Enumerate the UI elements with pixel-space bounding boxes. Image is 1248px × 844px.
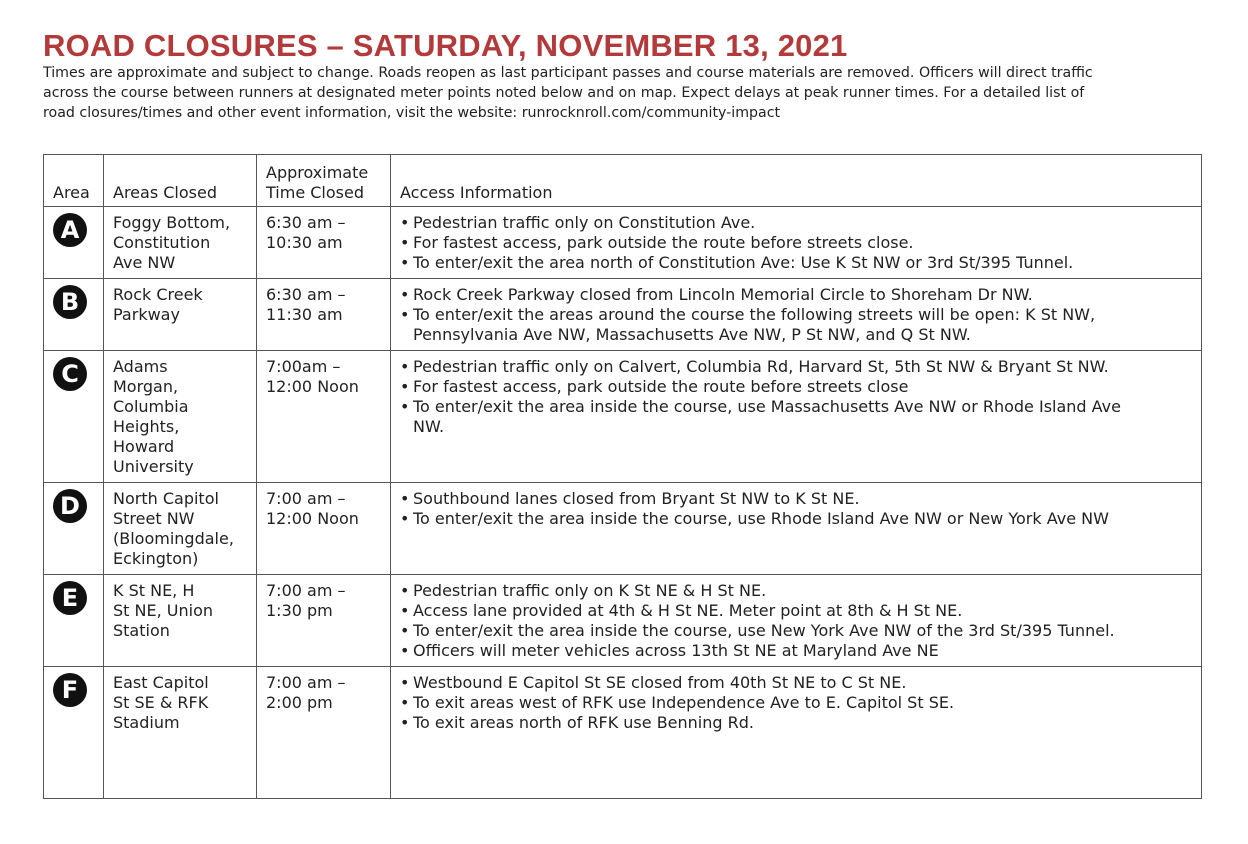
area-cell <box>44 351 104 483</box>
areas-closed-line: Street NW <box>113 509 195 528</box>
access-information-cell <box>391 207 1202 279</box>
access-list-item: • To enter/exit the areas around the course the following streets will be open: K St NW, <box>400 305 1193 325</box>
area-badge-icon: B <box>53 285 87 319</box>
areas-closed-cell <box>104 575 257 667</box>
header-access-information: Access Information <box>391 155 1202 207</box>
table-row <box>44 279 1202 351</box>
access-information-cell <box>391 279 1202 351</box>
access-list-item: • Southbound lanes closed from Bryant St NW to K St NE. <box>400 489 1193 509</box>
access-list-item: • Westbound E Capitol St SE closed from 40th St NE to C St NE. <box>400 673 1193 693</box>
access-list-item: • Officers will meter vehicles across 13th St NE at Maryland Ave NE <box>400 641 1193 661</box>
table-row <box>44 351 1202 483</box>
access-list-item: • To enter/exit the area inside the course, use Massachusetts Ave NW or Rhode Island Ave <box>400 397 1193 417</box>
access-list-item: • To exit areas north of RFK use Benning Rd. <box>400 713 1193 733</box>
access-list-item: • Pedestrian traffic only on Calvert, Columbia Rd, Harvard St, 5th St NW & Bryant St NW. <box>400 357 1193 377</box>
access-list <box>400 489 1193 529</box>
header-time-line: Approximate <box>266 163 369 182</box>
time-closed-line: 7:00 am – <box>266 673 346 692</box>
time-closed-line: 7:00 am – <box>266 489 346 508</box>
access-list <box>400 673 1193 733</box>
time-closed-cell <box>257 483 391 575</box>
areas-closed-line: Parkway <box>113 305 180 324</box>
areas-closed-line: Heights, <box>113 417 180 436</box>
access-list <box>400 581 1193 661</box>
access-information-cell <box>391 575 1202 667</box>
table-row <box>44 667 1202 799</box>
area-badge-icon: A <box>53 213 87 247</box>
areas-closed-line: Eckington) <box>113 549 199 568</box>
time-closed-line: 6:30 am – <box>266 213 346 232</box>
intro-line: across the course between runners at designated meter points noted below and on map. Expect delays at peak runner times. For a detailed list of <box>43 85 1085 101</box>
intro-line: Times are approximate and subject to change. Roads reopen as last participant passes and course materials are removed. Officers will direct traffic <box>43 65 1093 81</box>
access-information-cell <box>391 667 1202 799</box>
road-closures-table <box>43 154 1202 799</box>
access-information-cell <box>391 483 1202 575</box>
table-body <box>44 207 1202 799</box>
areas-closed-line: St NE, Union <box>113 601 213 620</box>
access-list-item: • To exit areas west of RFK use Independence Ave to E. Capitol St SE. <box>400 693 1193 713</box>
areas-closed-line: Ave NW <box>113 253 176 272</box>
areas-closed-line: East Capitol <box>113 673 209 692</box>
areas-closed-cell <box>104 667 257 799</box>
time-closed-line: 2:00 pm <box>266 693 333 712</box>
table-row <box>44 207 1202 279</box>
time-closed-line: 11:30 am <box>266 305 343 324</box>
access-list-item: • For fastest access, park outside the route before streets close. <box>400 233 1193 253</box>
areas-closed-cell <box>104 279 257 351</box>
table-row <box>44 483 1202 575</box>
areas-closed-cell <box>104 207 257 279</box>
areas-closed-line: Foggy Bottom, <box>113 213 231 232</box>
access-list <box>400 357 1193 437</box>
areas-closed-line: University <box>113 457 194 476</box>
area-badge-icon: C <box>53 357 87 391</box>
header-time-closed <box>257 155 391 207</box>
area-badge-icon: D <box>53 489 87 523</box>
intro-paragraph <box>43 63 1203 123</box>
access-list-item: • For fastest access, park outside the route before streets close <box>400 377 1193 397</box>
area-cell <box>44 279 104 351</box>
time-closed-cell <box>257 351 391 483</box>
areas-closed-cell <box>104 483 257 575</box>
areas-closed-line: Stadium <box>113 713 180 732</box>
access-list-item: • To enter/exit the area north of Constitution Ave: Use K St NW or 3rd St/395 Tunnel. <box>400 253 1193 273</box>
time-closed-cell <box>257 279 391 351</box>
access-list <box>400 213 1193 273</box>
time-closed-line: 12:00 Noon <box>266 377 359 396</box>
table-header-row <box>44 155 1202 207</box>
access-list-item: • To enter/exit the area inside the course, use Rhode Island Ave NW or New York Ave NW <box>400 509 1193 529</box>
access-list-item: Pennsylvania Ave NW, Massachusetts Ave NW, P St NW, and Q St NW. <box>413 325 971 344</box>
areas-closed-line: Constitution <box>113 233 211 252</box>
areas-closed-line: Adams <box>113 357 168 376</box>
access-list-item: • Pedestrian traffic only on Constitution Ave. <box>400 213 1193 233</box>
areas-closed-line: Station <box>113 621 170 640</box>
time-closed-cell <box>257 667 391 799</box>
areas-closed-line: Rock Creek <box>113 285 203 304</box>
areas-closed-line: Howard <box>113 437 175 456</box>
areas-closed-line: St SE & RFK <box>113 693 209 712</box>
header-area: Area <box>44 155 104 207</box>
area-cell <box>44 207 104 279</box>
access-list-item: • Rock Creek Parkway closed from Lincoln Memorial Circle to Shoreham Dr NW. <box>400 285 1193 305</box>
areas-closed-line: Morgan, <box>113 377 179 396</box>
time-closed-line: 7:00 am – <box>266 581 346 600</box>
access-list <box>400 285 1193 345</box>
area-cell <box>44 575 104 667</box>
area-cell <box>44 483 104 575</box>
access-list-item: • To enter/exit the area inside the course, use New York Ave NW of the 3rd St/395 Tunnel. <box>400 621 1193 641</box>
time-closed-line: 1:30 pm <box>266 601 333 620</box>
time-closed-line: 12:00 Noon <box>266 509 359 528</box>
time-closed-line: 6:30 am – <box>266 285 346 304</box>
time-closed-line: 7:00am – <box>266 357 341 376</box>
access-list-item: NW. <box>413 417 445 436</box>
time-closed-cell <box>257 575 391 667</box>
area-badge-icon: F <box>53 673 87 707</box>
areas-closed-line: (Bloomingdale, <box>113 529 234 548</box>
header-time-line: Time Closed <box>266 183 364 202</box>
access-list-item: • Access lane provided at 4th & H St NE. Meter point at 8th & H St NE. <box>400 601 1193 621</box>
access-information-cell <box>391 351 1202 483</box>
areas-closed-cell <box>104 351 257 483</box>
header-areas-closed: Areas Closed <box>104 155 257 207</box>
table-row <box>44 575 1202 667</box>
area-badge-icon: E <box>53 581 87 615</box>
access-list-item: • Pedestrian traffic only on K St NE & H St NE. <box>400 581 1193 601</box>
time-closed-line: 10:30 am <box>266 233 343 252</box>
time-closed-cell <box>257 207 391 279</box>
intro-line: road closures/times and other event information, visit the website: runrocknroll.com/community-impact <box>43 105 781 121</box>
areas-closed-line: K St NE, H <box>113 581 195 600</box>
areas-closed-line: Columbia <box>113 397 189 416</box>
page-title: ROAD CLOSURES – SATURDAY, NOVEMBER 13, 2021 <box>43 28 848 63</box>
areas-closed-line: North Capitol <box>113 489 219 508</box>
area-cell <box>44 667 104 799</box>
